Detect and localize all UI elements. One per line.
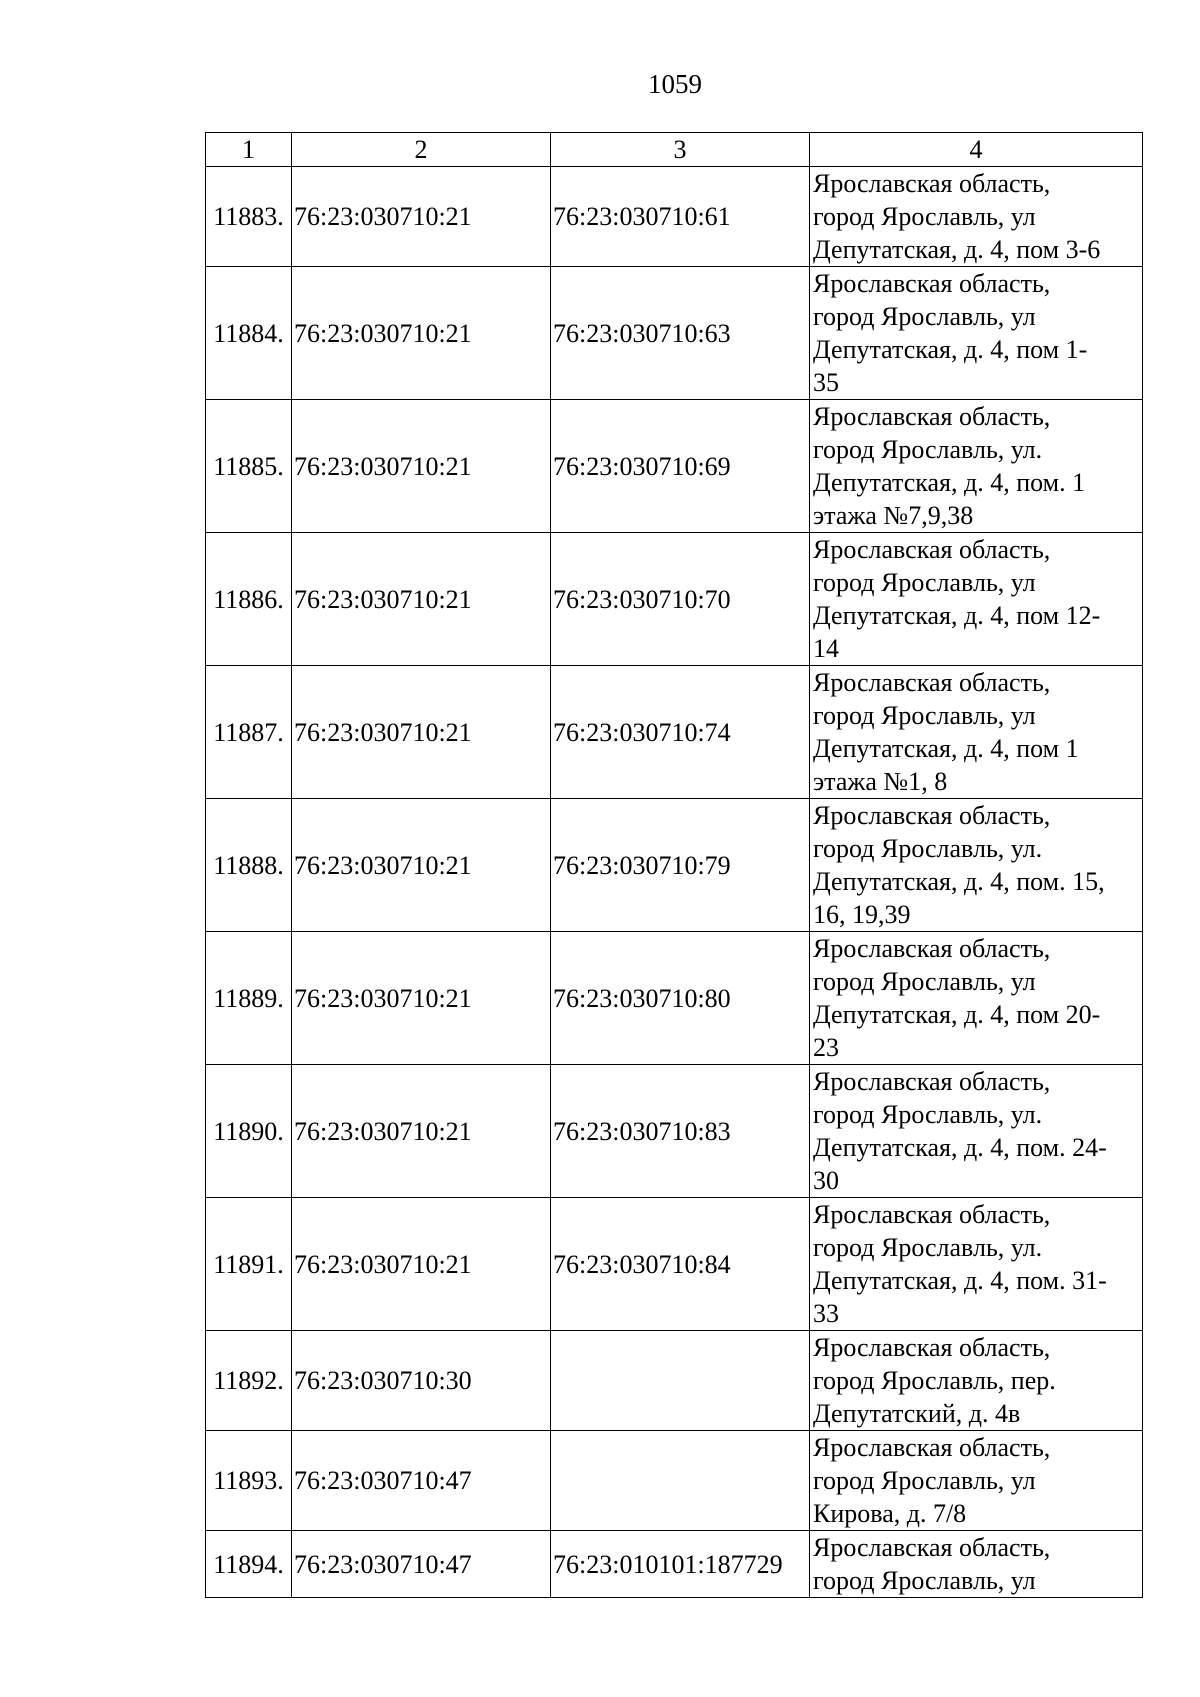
land-cadastral-number-cell: 76:23:030710:30 [292,1331,551,1431]
object-cadastral-number-cell: 76:23:030710:80 [551,932,810,1065]
address-line: 33 [813,1299,839,1328]
address-line: Депутатская, д. 4, пом 3-6 [813,235,1101,264]
object-cadastral-number-cell: 76:23:030710:74 [551,666,810,799]
object-cadastral-number-cell: 76:23:030710:83 [551,1065,810,1198]
row-number-cell: 11888. [206,799,292,932]
row-number-cell: 11884. [206,267,292,400]
address-cell [810,533,1143,666]
address-line: Депутатская, д. 4, пом. 15, [813,867,1105,896]
row-number-cell: 11887. [206,666,292,799]
table-row [206,799,1143,932]
address-line: город Ярославль, ул. [813,435,1043,464]
address-line: Депутатская, д. 4, пом. 24- [813,1133,1107,1162]
land-cadastral-number-cell: 76:23:030710:21 [292,932,551,1065]
address-line: Депутатский, д. 4в [813,1399,1021,1428]
address-line: город Ярославль, ул. [813,834,1043,863]
address-line: Депутатская, д. 4, пом 1- [813,335,1088,364]
row-number-cell: 11894. [206,1531,292,1598]
object-cadastral-number-cell: 76:23:030710:61 [551,167,810,267]
object-cadastral-number-cell: 76:23:030710:69 [551,400,810,533]
address-line: 23 [813,1033,839,1062]
address-line: Депутатская, д. 4, пом 1 [813,734,1079,763]
address-cell [810,1531,1143,1598]
address-cell [810,1431,1143,1531]
address-line: город Ярославль, ул [813,967,1036,996]
address-cell [810,666,1143,799]
address-line: Депутатская, д. 4, пом. 31- [813,1266,1107,1295]
address-line: 30 [813,1166,839,1195]
land-cadastral-number-cell: 76:23:030710:21 [292,799,551,932]
address-line: этажа №1, 8 [813,767,948,796]
land-cadastral-number-cell: 76:23:030710:47 [292,1431,551,1531]
address-line: город Ярославль, ул [813,701,1036,730]
address-line: Ярославская область, [813,801,1051,830]
table-header-row [206,133,1143,167]
object-cadastral-number-cell: 76:23:030710:84 [551,1198,810,1331]
address-line: город Ярославль, пер. [813,1366,1056,1395]
land-cadastral-number-cell: 76:23:030710:21 [292,666,551,799]
address-line: Кирова, д. 7/8 [813,1499,967,1528]
address-line: 14 [813,634,839,663]
table-row [206,1431,1143,1531]
address-cell [810,1198,1143,1331]
row-number-cell: 11892. [206,1331,292,1431]
table-row [206,932,1143,1065]
object-cadastral-number-cell: 76:23:010101:187729 [551,1531,810,1598]
address-line: Ярославская область, [813,402,1051,431]
row-number-cell: 11890. [206,1065,292,1198]
header-cell-2: 2 [292,133,551,167]
address-line: город Ярославль, ул [813,202,1036,231]
row-number-cell: 11891. [206,1198,292,1331]
object-cadastral-number-cell [551,1431,810,1531]
table-row [206,1198,1143,1331]
address-line: Ярославская область, [813,169,1051,198]
table-row [206,1531,1143,1598]
address-line: Ярославская область, [813,1433,1051,1462]
table-body [206,133,1143,1598]
address-line: этажа №7,9,38 [813,501,974,530]
row-number-cell: 11889. [206,932,292,1065]
address-line: Ярославская область, [813,668,1051,697]
row-number-cell: 11883. [206,167,292,267]
address-cell [810,400,1143,533]
object-cadastral-number-cell: 76:23:030710:63 [551,267,810,400]
land-cadastral-number-cell: 76:23:030710:21 [292,167,551,267]
address-line: город Ярославль, ул [813,1566,1036,1595]
table-row [206,1065,1143,1198]
address-line: Ярославская область, [813,934,1051,963]
table-row [206,400,1143,533]
table-row [206,1331,1143,1431]
land-cadastral-number-cell: 76:23:030710:21 [292,1065,551,1198]
land-cadastral-number-cell: 76:23:030710:21 [292,1198,551,1331]
page-number: 1059 [648,69,702,99]
address-line: Ярославская область, [813,269,1051,298]
address-line: 16, 19,39 [813,900,911,929]
row-number-cell: 11886. [206,533,292,666]
address-cell [810,1065,1143,1198]
table-row [206,533,1143,666]
land-cadastral-number-cell: 76:23:030710:21 [292,533,551,666]
header-cell-4: 4 [810,133,1143,167]
address-line: город Ярославль, ул. [813,1233,1043,1262]
address-line: Ярославская область, [813,1067,1051,1096]
address-cell [810,267,1143,400]
header-cell-3: 3 [551,133,810,167]
table-row [206,167,1143,267]
registry-table [205,132,1143,1598]
row-number-cell: 11885. [206,400,292,533]
land-cadastral-number-cell: 76:23:030710:21 [292,400,551,533]
address-line: город Ярославль, ул [813,302,1036,331]
table-row [206,267,1143,400]
address-line: город Ярославль, ул. [813,1100,1043,1129]
object-cadastral-number-cell: 76:23:030710:79 [551,799,810,932]
address-line: Депутатская, д. 4, пом. 1 [813,468,1086,497]
address-line: Ярославская область, [813,1333,1051,1362]
address-cell [810,167,1143,267]
land-cadastral-number-cell: 76:23:030710:21 [292,267,551,400]
address-line: город Ярославль, ул [813,568,1036,597]
address-cell [810,932,1143,1065]
table-row [206,666,1143,799]
address-line: Депутатская, д. 4, пом 12- [813,601,1101,630]
address-line: Ярославская область, [813,1533,1051,1562]
object-cadastral-number-cell: 76:23:030710:70 [551,533,810,666]
address-line: Ярославская область, [813,1200,1051,1229]
address-line: 35 [813,368,839,397]
address-cell [810,799,1143,932]
address-line: Ярославская область, [813,535,1051,564]
address-line: Депутатская, д. 4, пом 20- [813,1000,1101,1029]
header-cell-1: 1 [206,133,292,167]
row-number-cell: 11893. [206,1431,292,1531]
address-cell [810,1331,1143,1431]
object-cadastral-number-cell [551,1331,810,1431]
address-line: город Ярославль, ул [813,1466,1036,1495]
land-cadastral-number-cell: 76:23:030710:47 [292,1531,551,1598]
